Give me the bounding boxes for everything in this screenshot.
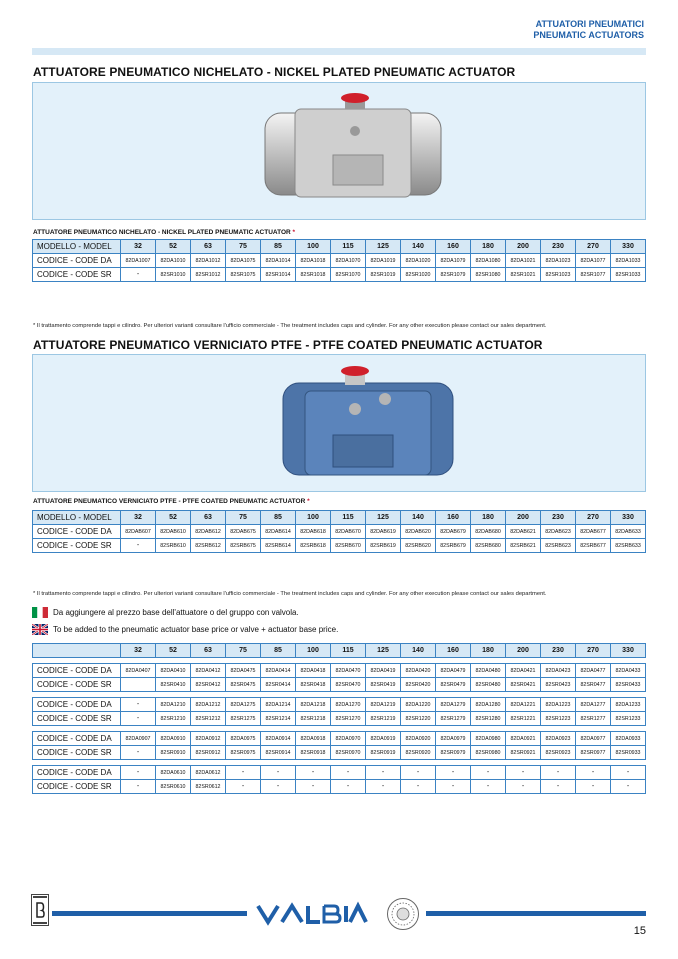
table-header-row	[33, 240, 646, 254]
code-cell: 82DAB679	[436, 525, 471, 539]
code-cell: -	[471, 766, 506, 780]
code-cell: 82SRB623	[541, 539, 576, 553]
code-cell: 82DAB620	[401, 525, 436, 539]
code-cell: 82SRB620	[401, 539, 436, 553]
code-cell: 82DA0970	[331, 732, 366, 746]
row-label: CODICE - CODE DA	[33, 254, 121, 268]
code-cell: 82DA1077	[576, 254, 611, 268]
code-cell: -	[121, 746, 156, 760]
code-cell: 82DAB618	[296, 525, 331, 539]
valbia-logo-mark	[256, 900, 368, 928]
code-cell: 82DA0912	[191, 732, 226, 746]
size-header: 330	[611, 511, 646, 525]
code-cell: 82SRB619	[366, 539, 401, 553]
size-header: 180	[471, 644, 506, 658]
code-cell: -	[121, 712, 156, 726]
code-cell: 82SR1214	[261, 712, 296, 726]
code-cell: 82SR0410	[156, 678, 191, 692]
code-cell: 82SR0979	[436, 746, 471, 760]
code-cell: 82SR0610	[156, 780, 191, 794]
table-row	[33, 268, 646, 282]
code-cell: 82SR0412	[191, 678, 226, 692]
size-header: 140	[401, 511, 436, 525]
code-cell: 82SRB633	[611, 539, 646, 553]
code-cell: 82DA1018	[296, 254, 331, 268]
code-cell: 82SRB612	[191, 539, 226, 553]
code-cell: 82DA1233	[611, 698, 646, 712]
code-cell: 82SR1280	[471, 712, 506, 726]
code-cell: 82DA0914	[261, 732, 296, 746]
code-cell: 82DAB623	[541, 525, 576, 539]
table-row	[33, 732, 646, 746]
code-cell: 82SR0975	[226, 746, 261, 760]
code-cell: -	[541, 766, 576, 780]
code-cell: 82SR0612	[191, 780, 226, 794]
size-header: 32	[121, 240, 156, 254]
size-header: 160	[436, 644, 471, 658]
code-cell: -	[121, 698, 156, 712]
size-header: 63	[191, 240, 226, 254]
code-cell: 82DA0910	[156, 732, 191, 746]
code-cell: 82SR1277	[576, 712, 611, 726]
size-header: 75	[226, 240, 261, 254]
row-label: CODICE - CODE SR	[33, 712, 121, 726]
code-cell: 82DA1007	[121, 254, 156, 268]
code-cell: 82DA1223	[541, 698, 576, 712]
code-cell: 82DA1019	[366, 254, 401, 268]
code-cell: 82DAB633	[611, 525, 646, 539]
row-label: CODICE - CODE SR	[33, 268, 121, 282]
table-row	[33, 712, 646, 726]
code-cell: 82DA0477	[576, 664, 611, 678]
code-cell: -	[436, 780, 471, 794]
code-cell: 82SR1021	[506, 268, 541, 282]
code-cell: 82DA1023	[541, 254, 576, 268]
table-header-row	[33, 511, 646, 525]
size-header: 63	[191, 644, 226, 658]
code-cell: 82DA0418	[296, 664, 331, 678]
code-cell: 82DA1220	[401, 698, 436, 712]
size-header: 330	[611, 644, 646, 658]
code-cell: 82DA1033	[611, 254, 646, 268]
code-cell: 82SR0419	[366, 678, 401, 692]
code-cell: 82SR1014	[261, 268, 296, 282]
row-label: CODICE - CODE DA	[33, 766, 121, 780]
code-cell: 82DA0918	[296, 732, 331, 746]
code-cell: 82DA1218	[296, 698, 331, 712]
code-cell: -	[576, 766, 611, 780]
code-cell: 82DA0420	[401, 664, 436, 678]
size-header: 270	[576, 644, 611, 658]
header-bar	[32, 48, 646, 55]
code-cell: -	[401, 766, 436, 780]
code-cell: 82DA1277	[576, 698, 611, 712]
size-header: 200	[506, 511, 541, 525]
code-cell: 82DA1020	[401, 254, 436, 268]
row-label: CODICE - CODE SR	[33, 539, 121, 553]
size-header: 63	[191, 511, 226, 525]
size-header: 160	[436, 511, 471, 525]
size-header: 115	[331, 511, 366, 525]
size-header: 115	[331, 644, 366, 658]
size-header: 32	[121, 644, 156, 658]
size-header: 125	[366, 240, 401, 254]
code-cell: 82SR0480	[471, 678, 506, 692]
size-header: 200	[506, 240, 541, 254]
size-header: 52	[156, 240, 191, 254]
code-cell: 82SR0919	[366, 746, 401, 760]
code-cell: 82SR0920	[401, 746, 436, 760]
code-cell: -	[366, 780, 401, 794]
code-cell: 82DA1210	[156, 698, 191, 712]
section1-star: *	[292, 229, 296, 236]
code-cell: 82DA1070	[331, 254, 366, 268]
code-cell: 82SR1279	[436, 712, 471, 726]
section1-subtitle-text: ATTUATORE PNEUMATICO NICHELATO - NICKEL PLATED PNEUMATIC ACTUATOR	[33, 229, 291, 236]
table-row	[33, 664, 646, 678]
code-cell: 82SR1275	[226, 712, 261, 726]
nickel-actuator-photo	[32, 82, 646, 220]
code-cell: 82SR0470	[331, 678, 366, 692]
code-cell: 82DA0479	[436, 664, 471, 678]
code-cell: 82DAB610	[156, 525, 191, 539]
code-cell: 82DA0419	[366, 664, 401, 678]
row-label: CODICE - CODE DA	[33, 698, 121, 712]
code-cell: 82DA1219	[366, 698, 401, 712]
code-cell: -	[226, 780, 261, 794]
code-cell: 82DAB670	[331, 525, 366, 539]
code-cell: 82SRB610	[156, 539, 191, 553]
code-cell: -	[121, 268, 156, 282]
code-cell: 82SR0418	[296, 678, 331, 692]
code-cell: -	[611, 780, 646, 794]
code-cell: 82SR1010	[156, 268, 191, 282]
code-cell: 82SR0977	[576, 746, 611, 760]
row-label: CODICE - CODE DA	[33, 664, 121, 678]
code-cell: 82SRB675	[226, 539, 261, 553]
code-cell: 82SR1220	[401, 712, 436, 726]
code-cell: 82SRB670	[331, 539, 366, 553]
code-cell: 82DAB607	[121, 525, 156, 539]
code-cell: 82SR0423	[541, 678, 576, 692]
code-cell: 82DA1080	[471, 254, 506, 268]
code-cell: 82SR0477	[576, 678, 611, 692]
code-cell: -	[121, 539, 156, 553]
code-cell: 82DAB621	[506, 525, 541, 539]
code-cell: 82DA0423	[541, 664, 576, 678]
code-cell: 82SR0420	[401, 678, 436, 692]
header-empty	[33, 644, 121, 658]
code-cell: -	[401, 780, 436, 794]
code-cell: 82SR1075	[226, 268, 261, 282]
size-header: 270	[576, 511, 611, 525]
uk-flag-icon	[32, 624, 48, 635]
code-cell: 82SR1221	[506, 712, 541, 726]
code-cell: 82DA1280	[471, 698, 506, 712]
code-cell: 82DA0923	[541, 732, 576, 746]
table-row	[33, 678, 646, 692]
section1-subtitle	[33, 229, 295, 236]
code-cell: 82DA1279	[436, 698, 471, 712]
size-header: 125	[366, 644, 401, 658]
footer-line-right	[426, 911, 646, 916]
page-header	[533, 19, 644, 41]
group-logo-mark	[32, 895, 48, 925]
code-cell: -	[541, 780, 576, 794]
code-cell: 82SR0970	[331, 746, 366, 760]
page-number: 15	[633, 925, 646, 937]
size-header: 100	[296, 511, 331, 525]
code-cell: 82SR1023	[541, 268, 576, 282]
code-cell: -	[261, 780, 296, 794]
section2-subtitle-text: ATTUATORE PNEUMATICO VERNICIATO PTFE - PTFE COATED PNEUMATIC ACTUATOR	[33, 498, 306, 505]
code-cell: 82DA1214	[261, 698, 296, 712]
code-cell: -	[471, 780, 506, 794]
code-cell: 82SR0980	[471, 746, 506, 760]
code-cell: 82DA1079	[436, 254, 471, 268]
section2-star: *	[307, 498, 310, 505]
code-cell: 82DA1270	[331, 698, 366, 712]
table-row	[33, 254, 646, 268]
size-header: 330	[611, 240, 646, 254]
code-cell: 82SR0912	[191, 746, 226, 760]
row-label: CODICE - CODE SR	[33, 780, 121, 794]
header-line-2: PNEUMATIC ACTUATORS	[533, 30, 644, 40]
size-header: 270	[576, 240, 611, 254]
code-cell: 82SR1210	[156, 712, 191, 726]
size-header: 75	[226, 644, 261, 658]
code-cell: 82DA1275	[226, 698, 261, 712]
code-cell: 82SRB677	[576, 539, 611, 553]
code-cell: -	[436, 766, 471, 780]
code-cell: 82DA0414	[261, 664, 296, 678]
code-cell: 82SR1070	[331, 268, 366, 282]
code-cell: 82DA0610	[156, 766, 191, 780]
code-cell: -	[331, 766, 366, 780]
section2-subtitle	[33, 498, 310, 505]
table-row	[33, 746, 646, 760]
size-header: 125	[366, 511, 401, 525]
code-cell: 82SR1223	[541, 712, 576, 726]
code-cell: 82SR1079	[436, 268, 471, 282]
code-cell: 82SR0414	[261, 678, 296, 692]
code-cell: -	[506, 766, 541, 780]
footer-line-left	[52, 911, 247, 916]
code-cell: -	[121, 780, 156, 794]
code-cell: 82DA1010	[156, 254, 191, 268]
row-label: CODICE - CODE DA	[33, 525, 121, 539]
code-cell: 82SR1270	[331, 712, 366, 726]
table-row	[33, 698, 646, 712]
size-header: 85	[261, 511, 296, 525]
code-cell: 82DA0421	[506, 664, 541, 678]
row-label: CODICE - CODE SR	[33, 746, 121, 760]
code-cell: -	[296, 766, 331, 780]
code-cell: -	[121, 766, 156, 780]
code-cell: 82SR0921	[506, 746, 541, 760]
code-cell: 82DA0979	[436, 732, 471, 746]
code-cell: 82SR1233	[611, 712, 646, 726]
size-header: 180	[471, 511, 506, 525]
code-cell: -	[611, 766, 646, 780]
code-cell: -	[331, 780, 366, 794]
table-row	[33, 766, 646, 780]
code-cell: 82DAB677	[576, 525, 611, 539]
ptfe-actuator-photo	[32, 354, 646, 492]
section2-note: * Il trattamento comprende tappi e cilindro. Per ulteriori varianti consultare l'ufficio commerciale - The treatment includes caps and cylinder. For any other execution please contact our sales department.	[33, 591, 547, 597]
table-row	[33, 780, 646, 794]
code-cell: 82DA0612	[191, 766, 226, 780]
size-header: 200	[506, 644, 541, 658]
code-cell: 82SR1033	[611, 268, 646, 282]
code-cell: 82DA1221	[506, 698, 541, 712]
code-cell: 82SRB680	[471, 539, 506, 553]
table-row	[33, 539, 646, 553]
table-header-row	[33, 644, 646, 658]
code-cell: 82SR0479	[436, 678, 471, 692]
code-cell: 82DA0977	[576, 732, 611, 746]
header-line-1: ATTUATORI PNEUMATICI	[535, 19, 644, 29]
code-cell: 82DA0470	[331, 664, 366, 678]
code-cell: -	[506, 780, 541, 794]
code-cell: 82SRB618	[296, 539, 331, 553]
size-header: 230	[541, 240, 576, 254]
code-cell: 82DA0407	[121, 664, 156, 678]
code-cell: 82SR0433	[611, 678, 646, 692]
code-cell: 82SR1019	[366, 268, 401, 282]
italy-flag-icon	[32, 607, 48, 618]
section2-title: ATTUATORE PNEUMATICO VERNICIATO PTFE - PTFE COATED PNEUMATIC ACTUATOR	[33, 338, 543, 352]
code-cell: 82SR1212	[191, 712, 226, 726]
code-cell: 82SRB614	[261, 539, 296, 553]
code-cell: 82DA1012	[191, 254, 226, 268]
code-cell: 82DA1075	[226, 254, 261, 268]
code-cell: 82DA1021	[506, 254, 541, 268]
ptfe-actuator-image	[33, 355, 645, 491]
size-header: 75	[226, 511, 261, 525]
size-header: 140	[401, 644, 436, 658]
size-header: 230	[541, 511, 576, 525]
code-cell: 82SR0421	[506, 678, 541, 692]
code-cell: 82DAB675	[226, 525, 261, 539]
group-logo	[31, 894, 49, 926]
code-cell: 82DA0980	[471, 732, 506, 746]
row-label: CODICE - CODE SR	[33, 678, 121, 692]
size-header: 100	[296, 644, 331, 658]
code-cell: 82DA0920	[401, 732, 436, 746]
code-cell: -	[366, 766, 401, 780]
nickel-actuator-image	[33, 83, 645, 219]
section1-note: * Il trattamento comprende tappi e cilindro. Per ulteriori varianti consultare l'ufficio commerciale - The treatment includes caps and cylinder. For any other execution please contact our sales department.	[33, 323, 547, 329]
code-cell: 82DA0975	[226, 732, 261, 746]
code-cell: 82DA1014	[261, 254, 296, 268]
size-header: 52	[156, 644, 191, 658]
addon-text-it: Da aggiungere al prezzo base dell'attuatore o del gruppo con valvola.	[53, 608, 299, 617]
code-cell: -	[296, 780, 331, 794]
header-label: MODELLO - MODEL	[33, 240, 121, 254]
code-cell	[121, 678, 156, 692]
code-cell: 82DA0433	[611, 664, 646, 678]
addon-table	[32, 643, 646, 794]
code-cell: 82DA0907	[121, 732, 156, 746]
code-cell: 82DA0410	[156, 664, 191, 678]
size-header: 140	[401, 240, 436, 254]
certification-seal-mark	[386, 897, 420, 931]
code-cell: -	[261, 766, 296, 780]
code-cell: -	[576, 780, 611, 794]
code-cell: 82DA0921	[506, 732, 541, 746]
code-cell: 82DA1212	[191, 698, 226, 712]
code-cell: 82DA0480	[471, 664, 506, 678]
code-cell: 82DAB612	[191, 525, 226, 539]
certification-seal-icon	[386, 897, 420, 931]
code-cell: 82SR0933	[611, 746, 646, 760]
code-cell: 82DA0933	[611, 732, 646, 746]
code-cell: -	[226, 766, 261, 780]
size-header: 230	[541, 644, 576, 658]
section1-title: ATTUATORE PNEUMATICO NICHELATO - NICKEL PLATED PNEUMATIC ACTUATOR	[33, 65, 516, 79]
table-row	[33, 525, 646, 539]
code-cell: 82SR0475	[226, 678, 261, 692]
code-cell: 82DAB619	[366, 525, 401, 539]
size-header: 52	[156, 511, 191, 525]
code-cell: 82SRB621	[506, 539, 541, 553]
code-cell: 82SR1219	[366, 712, 401, 726]
size-header: 115	[331, 240, 366, 254]
code-cell: 82SR1012	[191, 268, 226, 282]
size-header: 85	[261, 644, 296, 658]
code-cell: 82DAB680	[471, 525, 506, 539]
size-header: 100	[296, 240, 331, 254]
addon-text-en: To be added to the pneumatic actuator base price or valve + actuator base price.	[53, 625, 339, 634]
code-cell: 82SR1080	[471, 268, 506, 282]
code-cell: 82SR1020	[401, 268, 436, 282]
code-cell: 82DA0412	[191, 664, 226, 678]
code-cell: 82SRB679	[436, 539, 471, 553]
code-cell: 82SR0923	[541, 746, 576, 760]
code-cell: 82SR0914	[261, 746, 296, 760]
size-header: 85	[261, 240, 296, 254]
valbia-logo	[256, 900, 368, 928]
code-cell: 82DA0475	[226, 664, 261, 678]
section2-table	[32, 510, 646, 553]
code-cell: 82DAB614	[261, 525, 296, 539]
section1-table	[32, 239, 646, 282]
code-cell: 82SR1018	[296, 268, 331, 282]
code-cell: 82DA0919	[366, 732, 401, 746]
code-cell: 82SR1077	[576, 268, 611, 282]
code-cell: 82SR0918	[296, 746, 331, 760]
header-label: MODELLO - MODEL	[33, 511, 121, 525]
size-header: 160	[436, 240, 471, 254]
code-cell: 82SR0910	[156, 746, 191, 760]
size-header: 32	[121, 511, 156, 525]
size-header: 180	[471, 240, 506, 254]
code-cell: 82SR1218	[296, 712, 331, 726]
row-label: CODICE - CODE DA	[33, 732, 121, 746]
